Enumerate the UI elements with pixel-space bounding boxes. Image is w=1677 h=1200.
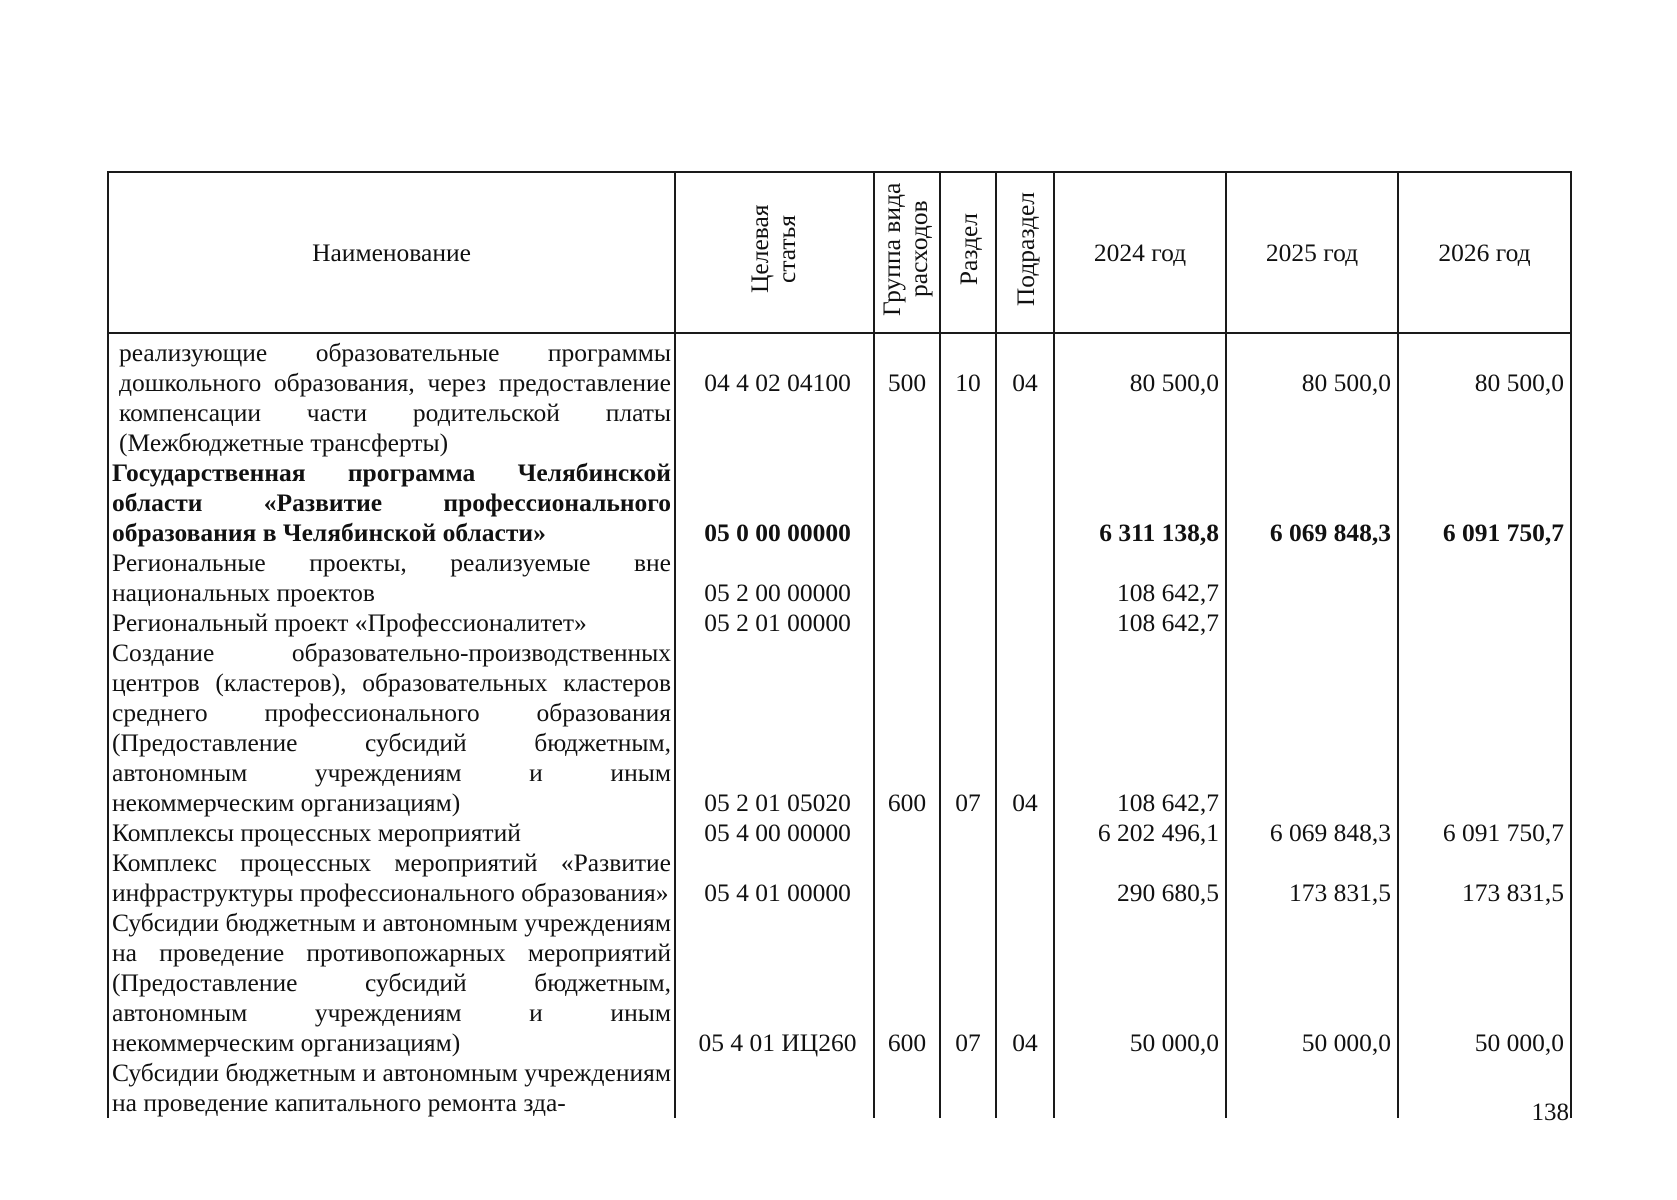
- row-target: 05 4 00 00000: [675, 818, 874, 848]
- row-2025: 6 069 848,3: [1226, 818, 1398, 848]
- row-subsection: [996, 608, 1054, 638]
- row-group: [874, 818, 940, 848]
- table-row: [108, 1058, 1571, 1118]
- row-2024: 50 000,0: [1054, 908, 1226, 1058]
- row-subsection: [996, 848, 1054, 908]
- row-section: 07: [940, 638, 996, 818]
- row-target: [675, 1058, 874, 1118]
- header-row: [108, 172, 1571, 333]
- header-2024: 2024 год: [1054, 172, 1226, 333]
- row-group: 600: [874, 638, 940, 818]
- row-2025: [1226, 608, 1398, 638]
- table-row: [108, 458, 1571, 548]
- row-2024: [1054, 1058, 1226, 1118]
- header-section: Раздел: [940, 172, 996, 333]
- row-subsection: [996, 548, 1054, 608]
- row-2026: 6 091 750,7: [1398, 818, 1571, 848]
- row-2026: 50 000,0: [1398, 908, 1571, 1058]
- row-group: [874, 608, 940, 638]
- row-2024: 80 500,0: [1054, 333, 1226, 458]
- budget-table: [107, 171, 1572, 1118]
- row-name: реализующие образовательные программы дошкольного образования, через предоставление компенсации части родительской платы (Межбюджетные трансферты): [108, 333, 675, 458]
- row-2024: 108 642,7: [1054, 548, 1226, 608]
- table-row: [108, 848, 1571, 908]
- row-subsection: [996, 458, 1054, 548]
- row-target: 05 2 01 05020: [675, 638, 874, 818]
- row-2024: 108 642,7: [1054, 638, 1226, 818]
- table-row: [108, 908, 1571, 1058]
- row-2024: 6 202 496,1: [1054, 818, 1226, 848]
- row-2024: 6 311 138,8: [1054, 458, 1226, 548]
- header-2025: 2025 год: [1226, 172, 1398, 333]
- row-group: [874, 1058, 940, 1118]
- row-2025: 6 069 848,3: [1226, 458, 1398, 548]
- header-subsection: Подраздел: [996, 172, 1054, 333]
- row-2026: [1398, 608, 1571, 638]
- row-target: 05 0 00 00000: [675, 458, 874, 548]
- page-number: 138: [1531, 1099, 1569, 1126]
- row-name: Региональные проекты, реализуемые вне национальных проектов: [108, 548, 675, 608]
- row-name: Региональный проект «Профессионалитет»: [108, 608, 675, 638]
- row-section: [940, 548, 996, 608]
- header-2026: 2026 год: [1398, 172, 1571, 333]
- header-group: Группа вида расходов: [874, 172, 940, 333]
- row-target: 04 4 02 04100: [675, 333, 874, 458]
- row-2026: 6 091 750,7: [1398, 458, 1571, 548]
- row-subsection: [996, 1058, 1054, 1118]
- row-name: Субсидии бюджетным и автономным учреждениям на проведение капитального ремонта зда-: [108, 1058, 675, 1118]
- row-section: [940, 1058, 996, 1118]
- row-name: Создание образовательно-производственных центров (кластеров), образовательных кластеров среднего профессионального образования (Предоставление субсидий бюджетным, автономным учреждениям и иным некоммерческим организациям): [108, 638, 675, 818]
- row-group: 500: [874, 333, 940, 458]
- row-name: Субсидии бюджетным и автономным учреждениям на проведение противопожарных мероприятий (Предоставление субсидий бюджетным, автономным учреждениям и иным некоммерческим организациям): [108, 908, 675, 1058]
- row-group: [874, 458, 940, 548]
- row-section: [940, 848, 996, 908]
- table-row: [108, 818, 1571, 848]
- row-subsection: 04: [996, 333, 1054, 458]
- row-section: [940, 458, 996, 548]
- row-name: Комплексы процессных мероприятий: [108, 818, 675, 848]
- header-target: Целевая статья: [675, 172, 874, 333]
- row-2025: [1226, 638, 1398, 818]
- table-row: [108, 548, 1571, 608]
- row-2024: 108 642,7: [1054, 608, 1226, 638]
- row-target: 05 4 01 ИЦ260: [675, 908, 874, 1058]
- table-row: [108, 333, 1571, 458]
- header-name: Наименование: [108, 172, 675, 333]
- row-2025: [1226, 1058, 1398, 1118]
- row-section: [940, 818, 996, 848]
- row-subsection: 04: [996, 638, 1054, 818]
- row-group: 600: [874, 908, 940, 1058]
- row-group: [874, 548, 940, 608]
- row-2025: 173 831,5: [1226, 848, 1398, 908]
- row-name: Комплекс процессных мероприятий «Развитие инфраструктуры профессионального образования»: [108, 848, 675, 908]
- row-target: 05 2 00 00000: [675, 548, 874, 608]
- row-2026: [1398, 548, 1571, 608]
- row-group: [874, 848, 940, 908]
- row-2026: 173 831,5: [1398, 848, 1571, 908]
- row-2026: 80 500,0: [1398, 333, 1571, 458]
- table-row: [108, 608, 1571, 638]
- table-row: [108, 638, 1571, 818]
- row-2025: 80 500,0: [1226, 333, 1398, 458]
- row-subsection: [996, 818, 1054, 848]
- row-2026: [1398, 638, 1571, 818]
- row-2025: [1226, 548, 1398, 608]
- row-2025: 50 000,0: [1226, 908, 1398, 1058]
- row-2024: 290 680,5: [1054, 848, 1226, 908]
- row-section: 10: [940, 333, 996, 458]
- row-target: 05 2 01 00000: [675, 608, 874, 638]
- row-section: 07: [940, 908, 996, 1058]
- row-section: [940, 608, 996, 638]
- row-target: 05 4 01 00000: [675, 848, 874, 908]
- row-name: Государственная программа Челябинской области «Развитие профессионального образования в Челябинской области»: [108, 458, 675, 548]
- row-subsection: 04: [996, 908, 1054, 1058]
